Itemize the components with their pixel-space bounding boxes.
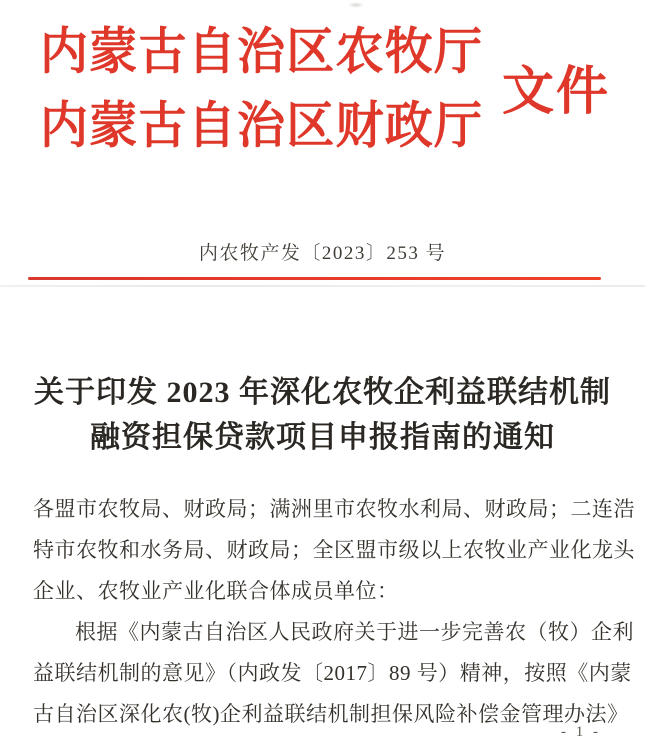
title-line-2: 融资担保贷款项目申报指南的通知	[90, 421, 555, 454]
body-line: 根据《内蒙古自治区人民政府关于进一步完善农（牧）企利	[75, 620, 634, 644]
red-separator-line	[28, 277, 601, 280]
document-title	[0, 370, 645, 460]
letterhead-document-word: 文件	[502, 64, 611, 121]
body-line: 各盟市农牧局、财政局；满洲里市农牧水利局、财政局；二连浩	[33, 497, 635, 521]
title-line-1: 关于印发 2023 年深化农牧企利益联结机制	[34, 376, 611, 409]
letterhead-agency-2: 内蒙古自治区财政厅	[40, 98, 482, 155]
body-line: 企业、农牧业产业化联合体成员单位：	[33, 579, 399, 603]
letterhead-agency-1: 内蒙古自治区农牧厅	[40, 24, 482, 81]
page-number: - 1 -	[561, 724, 601, 740]
body-line: 古自治区深化农(牧)企利益联结机制担保风险补偿金管理办法》	[33, 702, 629, 726]
document-body	[33, 489, 635, 735]
document-number: 内农牧产发〔2023〕253 号	[198, 243, 447, 264]
body-line: 益联结机制的意见》（内政发〔2017〕89 号）精神，按照《内蒙	[33, 661, 632, 685]
body-line: 特市农牧和水务局、财政局；全区盟市级以上农牧业产业化龙头	[33, 538, 635, 562]
scan-smudge-artifact	[348, 2, 364, 8]
scan-shadow-line	[0, 285, 645, 287]
